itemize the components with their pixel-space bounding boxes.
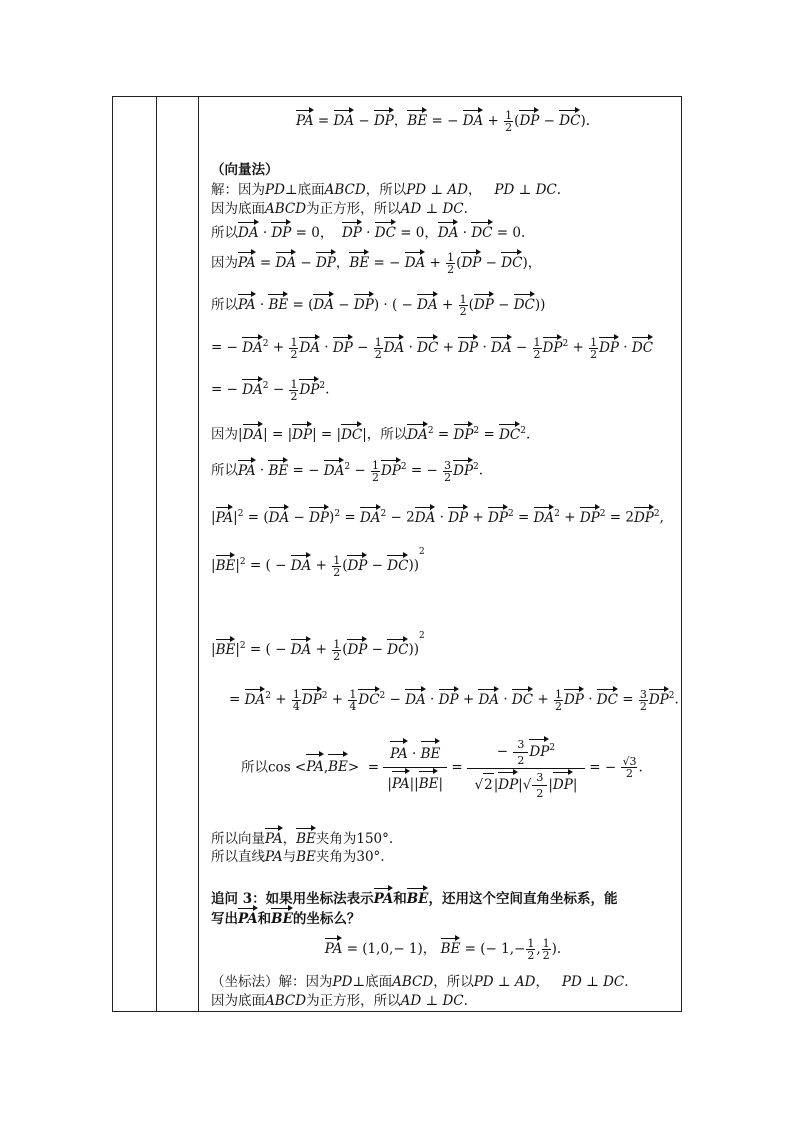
- solution-line: = − $DA^2$ − $\frac{1}{2}$ $DP^2$.: [211, 377, 330, 403]
- solution-line: 所以直线PA与BE夹角为30°.: [211, 849, 385, 865]
- solution-content: [205, 97, 681, 1011]
- solution-line: 解：因为PD⊥底面ABCD，所以PD ⊥ AD， PD ⊥ DC.: [211, 182, 562, 198]
- solution-line: 所以向量PA，BE夹角为150°.: [211, 827, 675, 848]
- solution-line: $|PA|^2 = (DA - DP)^2 = DA^2 - 2DA$ · DP + $DP^2 = DA^2 + DP^2 = 2DP^2$,: [211, 505, 675, 527]
- column-divider: [156, 97, 157, 1011]
- solution-line: 因为底面ABCD为正方形，所以AD ⊥ DC.: [211, 201, 468, 217]
- solution-line: （坐标法）解：因为PD⊥底面ABCD，所以PD ⊥ AD， PD ⊥ DC.: [211, 974, 629, 990]
- coordinate-line: PA = (1,0,− 1)， BE = (− 1,− $\frac{1}{2}$ , $\frac{1}{2}$ ).: [324, 937, 562, 962]
- table-frame: [112, 96, 682, 1012]
- followup-question: 追问 3：如果用坐标法表示PA和BE，还用这个空间直角坐标系，能: [211, 887, 675, 908]
- solution-line: 所以PA · BE = − $DA^2$ − $\frac{1}{2}$ $DP^2$ = − $\frac{3}{2}$ $DP^2$.: [211, 458, 484, 484]
- solution-line: 因为底面ABCD为正方形，所以AD ⊥ DC.: [211, 993, 468, 1009]
- solution-line: 所以DA · DP = 0， DP · DC = 0，DA · DC = 0.: [211, 221, 675, 242]
- solution-line: 因为PA = DA − DP，BE = − DA + $\frac{1}{2}$ (DP − DC)，: [211, 251, 542, 276]
- vector-expression-line: PA = DA − DP，BE = − DA + $\frac{1}{2}$ (DP − DC).: [296, 109, 590, 134]
- followup-question: 写出PA和BE的坐标么？: [211, 907, 675, 928]
- vector-method-title: （向量法）: [211, 162, 279, 178]
- solution-line: 所以PA · BE = (DA − DP) · ( − DA + $\frac{1}{2}$ (DP − DC)): [211, 293, 546, 318]
- solution-line: $|BE|^2$ = ( − DA + $\frac{1}{2}$ (DP − DC))$^2$: [211, 631, 425, 663]
- solution-line: = − $DA^2$ + $\frac{1}{2}$ DA · DP − $\frac{1}{2}$ DA · DC + DP · DA − $\frac{1}{2}$ $DP^2$ + $\frac{1}{2}$ DP · DC: [211, 335, 654, 361]
- solution-line: $|BE|^2$ = ( − DA + $\frac{1}{2}$ (DP − DC))$^2$: [211, 547, 425, 579]
- column-divider: [198, 97, 199, 1011]
- cosine-line: 所以cos <PA,BE> = $\frac{PA \cdot BE}{|PA||BE|}$ = − $\frac{3}{2}$ $DP^2$ √2|DP|√ $\frac{3}{2}$ |DP| = − $\frac{√3}{2}$ .: [241, 737, 643, 800]
- solution-line: 因为|DA| = |DP| = |DC|，所以$DA^2 = DP^2 = DC^2$.: [211, 422, 675, 444]
- solution-line: = $DA^2$ + $\frac{1}{4}$ $DP^2$ + $\frac{1}{4}$ $DC^2$ − DA · DP + DA · DC + $\frac{1}{2}$ DP · DC = $\frac{3}{2}$ $DP^2$.: [229, 687, 679, 713]
